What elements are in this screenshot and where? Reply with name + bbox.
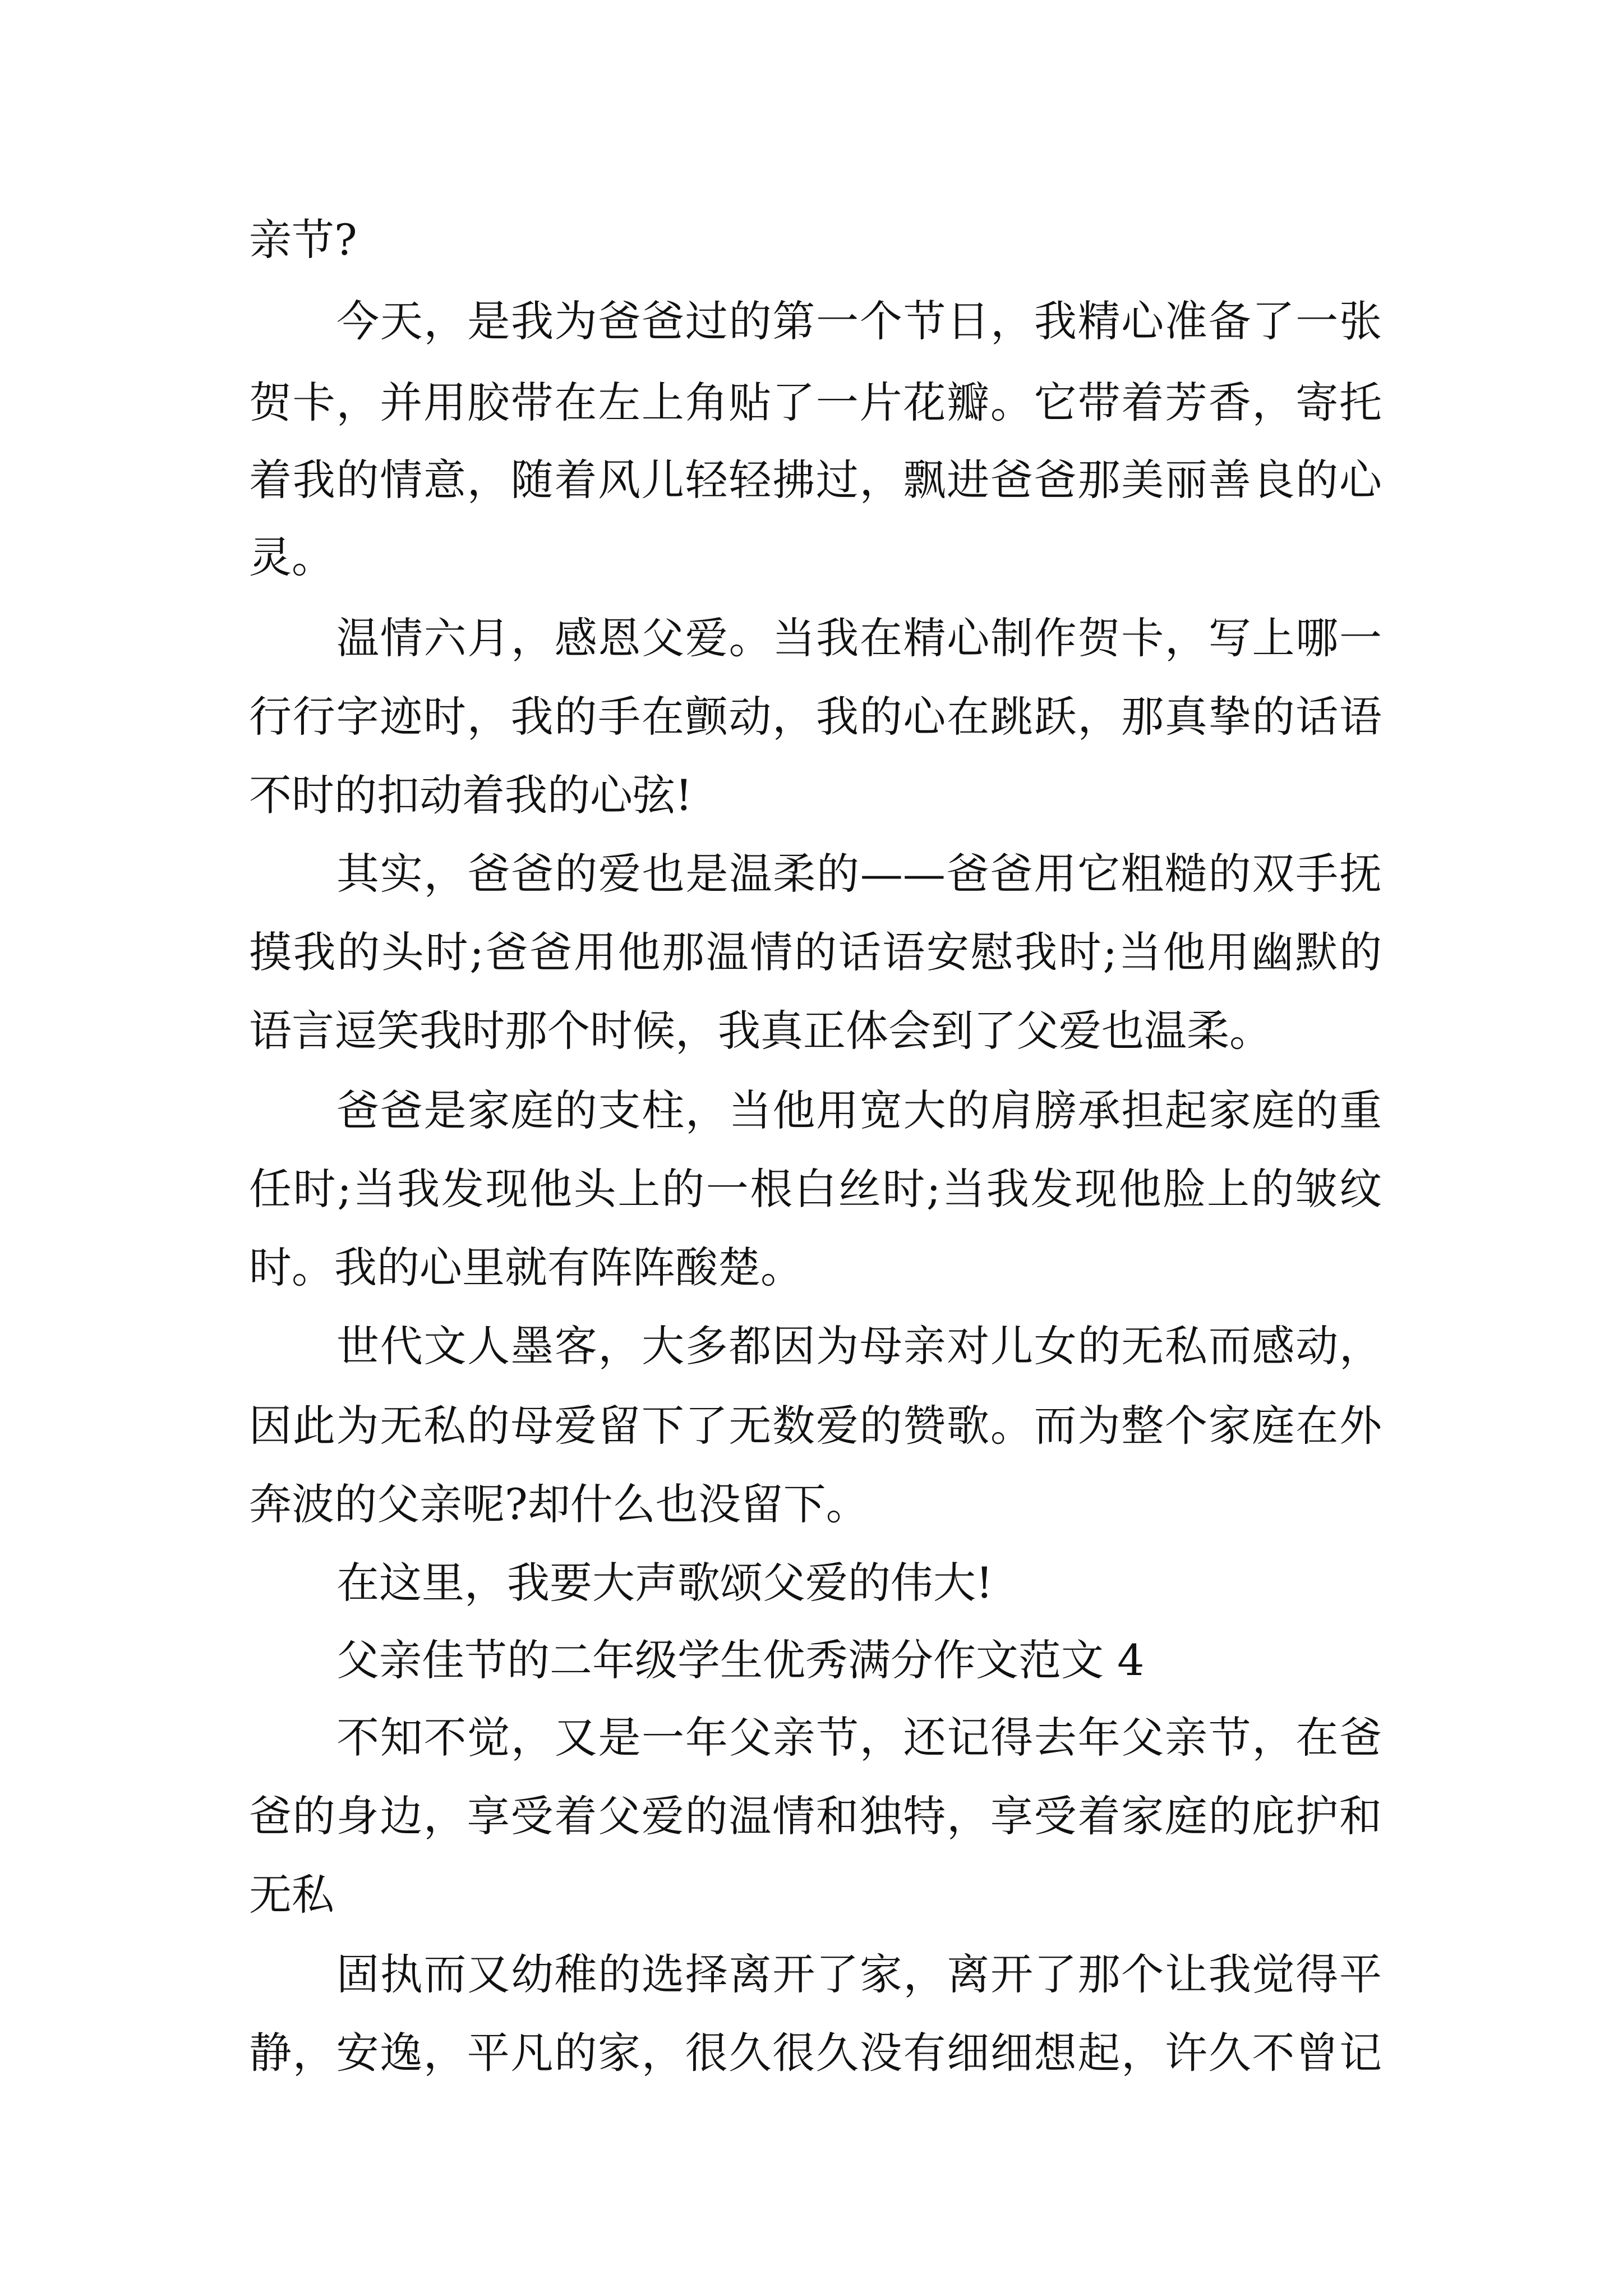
- paragraph-first-line: 不知不觉，又是一年父亲节，还记得去年父亲节，在爸: [336, 1713, 1382, 1763]
- text-line: 灵。: [249, 532, 334, 582]
- section-heading: 父亲佳节的二年级学生优秀满分作文范文 4: [336, 1635, 1145, 1685]
- text-line: 行行字迹时，我的手在颤动，我的心在跳跃，那真挚的话语: [249, 692, 1382, 742]
- text-line: 静，安逸，平凡的家，很久很久没有细细想起，许久不曾记: [249, 2028, 1382, 2078]
- text-line: 任时;当我发现他头上的一根白丝时;当我发现他脸上的皱纹: [249, 1164, 1382, 1214]
- text-line: 着我的情意，随着风儿轻轻拂过，飘进爸爸那美丽善良的心: [249, 455, 1382, 505]
- text-line: 爸的身边，享受着父爱的温情和独特，享受着家庭的庇护和: [249, 1791, 1382, 1841]
- paragraph-first-line: 世代文人墨客，大多都因为母亲对儿女的无私而感动，: [336, 1321, 1382, 1371]
- text-line: 奔波的父亲呢?却什么也没留下。: [249, 1479, 869, 1529]
- paragraph-first-line: 固执而又幼稚的选择离开了家，离开了那个让我觉得平: [336, 1949, 1382, 1999]
- text-line: 贺卡，并用胶带在左上角贴了一片花瓣。它带着芳香，寄托: [249, 378, 1382, 427]
- text-line: 时。我的心里就有阵阵酸楚。: [249, 1243, 803, 1292]
- paragraph-first-line: 爸爸是家庭的支柱，当他用宽大的肩膀承担起家庭的重: [336, 1085, 1382, 1135]
- text-line: 语言逗笑我时那个时候，我真正体会到了父爱也温柔。: [249, 1006, 1272, 1056]
- paragraph-first-line: 其实，爸爸的爱也是温柔的——爸爸用它粗糙的双手抚: [336, 849, 1382, 899]
- paragraph-first-line: 今天，是我为爸爸过的第一个节日，我精心准备了一张: [336, 296, 1382, 346]
- text-line: 因此为无私的母爱留下了无数爱的赞歌。而为整个家庭在外: [249, 1401, 1382, 1451]
- text-line: 亲节?: [249, 215, 357, 265]
- text-line: 不时的扣动着我的心弦!: [249, 770, 693, 820]
- paragraph-first-line: 在这里，我要大声歌颂父爱的伟大!: [336, 1558, 993, 1608]
- paragraph-first-line: 温情六月，感恩父爱。当我在精心制作贺卡，写上哪一: [336, 613, 1382, 663]
- text-line: 无私: [249, 1870, 334, 1920]
- text-line: 摸我的头时;爸爸用他那温情的话语安慰我时;当他用幽默的: [249, 927, 1382, 977]
